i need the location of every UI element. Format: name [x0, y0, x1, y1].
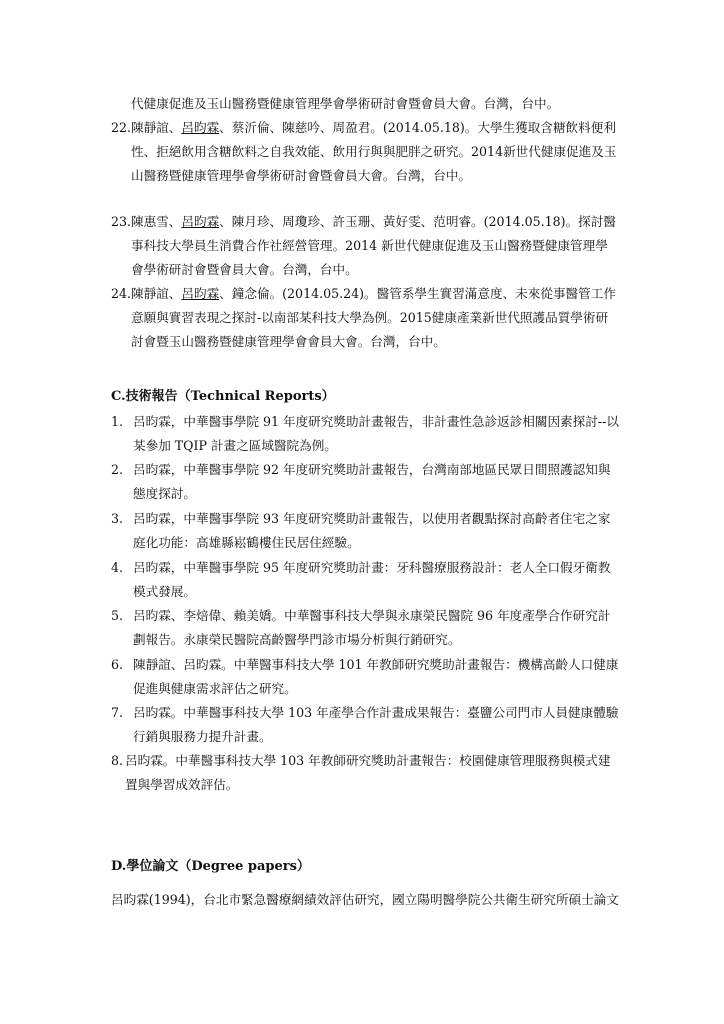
tech-report-item — [111, 458, 619, 506]
item-text: 呂昀霖，中華醫事學院 91 年度研究獎助計畫報告，非計畫性急診返診相關因素探討--以某參加 TQIP 計畫之區域醫院為例。 — [133, 414, 619, 453]
ref-number: 22. — [111, 120, 132, 135]
tech-report-item — [111, 410, 619, 458]
ref-number: 24. — [111, 286, 132, 301]
ref-text: 代健康促進及玉山醫務暨健康管理學會學術研討會暨會員大會。台灣，台中。 — [131, 96, 560, 111]
item-text: 呂昀霖，中華醫事學院 92 年度研究獎助計畫報告，台灣南部地區民眾日間照護認知與態度探討。 — [133, 462, 611, 501]
tech-report-item — [111, 653, 619, 701]
tech-report-item — [111, 749, 619, 797]
item-number: 8. — [111, 753, 124, 768]
ref-authors: 陳靜誼、 — [131, 286, 182, 301]
tech-report-item — [111, 507, 619, 555]
conference-ref-23 — [111, 210, 619, 281]
item-number: 4. — [111, 560, 124, 575]
ref-authors: 陳惠雪、 — [131, 214, 182, 229]
tech-report-item — [111, 701, 619, 749]
ref-author-underlined: 呂昀霖 — [181, 286, 220, 301]
item-number: 7. — [111, 705, 124, 720]
ref-author-underlined: 呂昀霖 — [181, 120, 220, 135]
item-number: 5. — [111, 608, 124, 623]
item-text: 呂昀霖、李焙偉、賴美嬌。中華醫事科技大學與永康榮民醫院 96 年度產學合作研究計劃報告。永康榮民醫院高齡醫學門診市場分析與行銷研究。 — [133, 608, 611, 647]
item-text: 陳靜誼、呂昀霖。中華醫事科技大學 101 年教師研究獎助計畫報告：機構高齡人口健康促進與健康需求評估之研究。 — [133, 657, 619, 696]
section-heading-degree-papers: D.學位論文（Degree papers） — [111, 859, 310, 874]
ref-authors: 陳靜誼、 — [131, 120, 182, 135]
item-number: 3. — [111, 511, 124, 526]
item-number: 2. — [111, 462, 124, 477]
section-heading-technical-reports: C.技術報告（Technical Reports） — [111, 389, 335, 404]
ref-text: 、蔡沂倫、陳慈吟、周盈君。(2014.05.18)。大學生獲取含糖飲料便利性、拒絕飲用含糖飲料之自我效能、飲用行與與肥胖之研究。2014新世代健康促進及玉山醫務暨健康管理學會學術研討會暨會員大會。台灣，台中。 — [131, 120, 617, 183]
item-number: 1. — [111, 414, 124, 429]
conference-ref-22 — [111, 116, 619, 187]
ref-text: 、鐘念倫。(2014.05.24)。醫管系學生實習滿意度、未來從事醫管工作意願與實習表現之探討-以南部某科技大學為例。2015健康產業新世代照護品質學術研討會暨玉山醫務暨健康管理學會會員大會。台灣，台中。 — [131, 286, 616, 349]
conference-ref-21-continued — [111, 92, 619, 116]
item-text: 呂昀霖。中華醫事科技大學 103 年教師研究獎助計畫報告：校園健康管理服務與模式建置與學習成效評估。 — [125, 753, 611, 792]
ref-number: 23. — [111, 214, 132, 229]
ref-text: 、陳月珍、周瓊珍、許玉珊、黃好雯、范明睿。(2014.05.18)。探討醫事科技大學員生消費合作社經營管理。2014 新世代健康促進及玉山醫務暨健康管理學會學術研討會暨會員大會。台灣，台中。 — [131, 214, 616, 277]
item-text: 呂昀霖。中華醫事科技大學 103 年產學合作計畫成果報告：臺鹽公司門市人員健康體驗行銷與服務力提升計畫。 — [133, 705, 619, 744]
ref-author-underlined: 呂昀霖 — [181, 214, 220, 229]
item-text: 呂昀霖，中華醫事學院 95 年度研究獎助計畫：牙科醫療服務設計：老人全口假牙衛教模式發展。 — [133, 560, 611, 599]
tech-report-item — [111, 556, 619, 604]
tech-report-item — [111, 604, 619, 652]
item-number: 6. — [111, 657, 124, 672]
degree-paper-entry: 呂昀霖(1994)，台北市緊急醫療網績效評估研究，國立陽明醫學院公共衛生研究所碩士論文 — [111, 892, 619, 907]
item-text: 呂昀霖，中華醫事學院 93 年度研究獎助計畫報告，以使用者觀點探討高齡者住宅之家庭化功能：高雄縣崧鶴樓住民居住經驗。 — [133, 511, 611, 550]
conference-ref-24 — [111, 282, 619, 353]
